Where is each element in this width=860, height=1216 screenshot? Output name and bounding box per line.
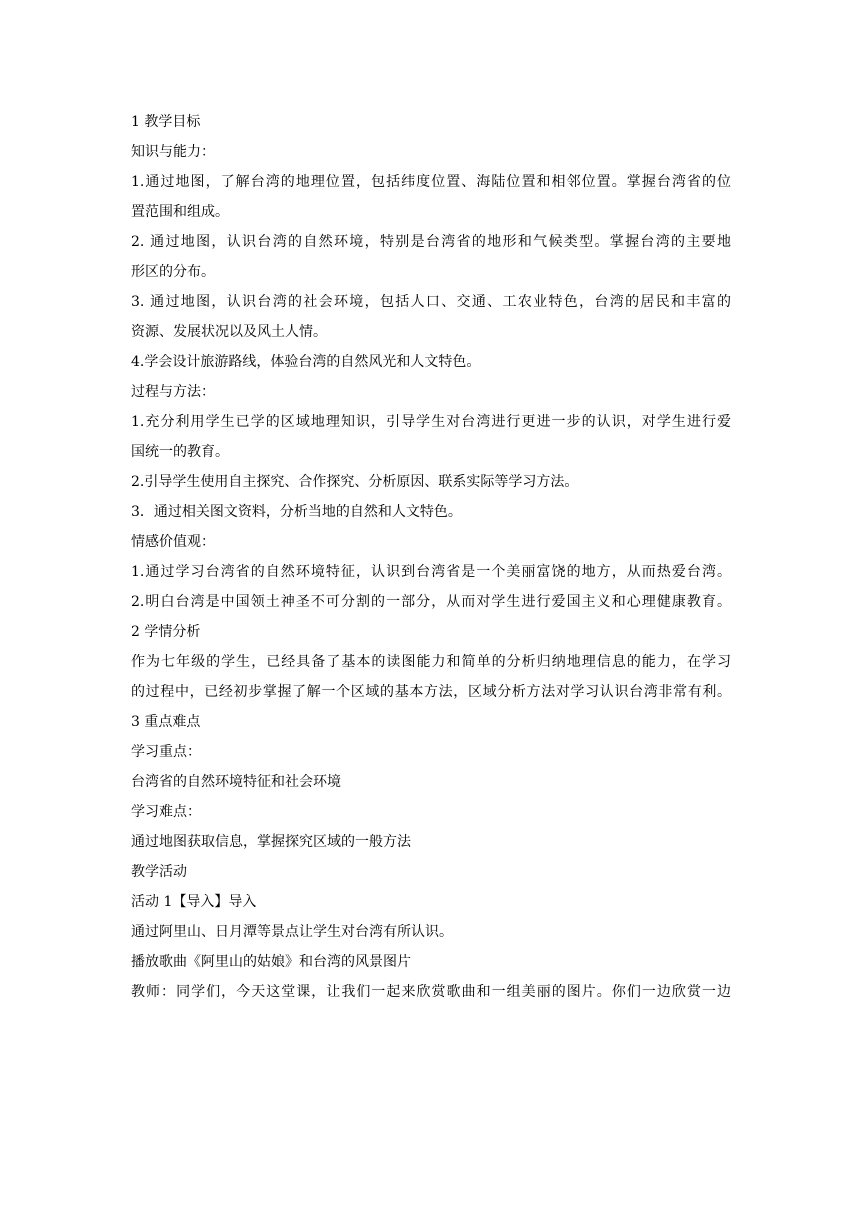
text-line: 3. 通过地图，认识台湾的社会环境，包括人口、交通、工农业特色，台湾的居民和丰富的: [131, 294, 731, 310]
text-line: 作为七年级的学生，已经具备了基本的读图能力和简单的分析归纳地理信息的能力，在学习: [131, 654, 731, 670]
text-line: 2. 通过地图，认识台湾的自然环境，特别是台湾省的地形和气候类型。掌握台湾的主要地: [131, 234, 731, 250]
text-line: 置范围和组成。: [131, 204, 229, 220]
document-page: [131, 112, 731, 1012]
text-line: 台湾省的自然环境特征和社会环境: [131, 774, 341, 790]
section-heading-objectives: 1 教学目标: [131, 114, 201, 130]
text-line: 国统一的教育。: [131, 444, 229, 460]
text-line: 3．通过相关图文资料，分析当地的自然和人文特色。: [131, 504, 462, 520]
text-line: 的过程中，已经初步掌握了解一个区域的基本方法，区域分析方法对学习认识台湾非常有利。: [131, 684, 731, 700]
text-line: 资源、发展状况以及风土人情。: [131, 324, 327, 340]
subheading-difficulty: 学习难点：: [131, 804, 201, 820]
subheading-knowledge-ability: 知识与能力：: [131, 144, 215, 160]
text-line: 通过地图获取信息，掌握探究区域的一般方法: [131, 834, 411, 850]
text-line: 1.通过地图，了解台湾的地理位置，包括纬度位置、海陆位置和相邻位置。掌握台湾省的位: [131, 174, 731, 190]
section-heading-analysis: 2 学情分析: [131, 624, 201, 640]
subheading-activity-1: 活动 1【导入】导入: [131, 894, 257, 910]
text-line: 通过阿里山、日月潭等景点让学生对台湾有所认识。: [131, 924, 453, 940]
text-line: 形区的分布。: [131, 264, 215, 280]
text-line: 播放歌曲《阿里山的姑娘》和台湾的风景图片: [131, 954, 411, 970]
text-line: 2.明白台湾是中国领土神圣不可分割的一部分，从而对学生进行爱国主义和心理健康教育。: [131, 594, 731, 610]
section-heading-key-points: 3 重点难点: [131, 714, 201, 730]
text-line: 2.引导学生使用自主探究、合作探究、分析原因、联系实际等学习方法。: [131, 474, 579, 490]
section-heading-activities: 教学活动: [131, 864, 187, 880]
text-line: 1.通过学习台湾省的自然环境特征，认识到台湾省是一个美丽富饶的地方，从而热爱台湾。: [131, 564, 731, 580]
subheading-emotion-values: 情感价值观：: [131, 534, 215, 550]
text-line: 4.学会设计旅游路线，体验台湾的自然风光和人文特色。: [131, 354, 481, 370]
text-line: 1.充分利用学生已学的区域地理知识，引导学生对台湾进行更进一步的认识，对学生进行爱: [131, 414, 731, 430]
text-line: 教师：同学们，今天这堂课，让我们一起来欣赏歌曲和一组美丽的图片。你们一边欣赏一边: [131, 984, 731, 1000]
subheading-key-point: 学习重点：: [131, 744, 201, 760]
subheading-process-method: 过程与方法：: [131, 384, 215, 400]
